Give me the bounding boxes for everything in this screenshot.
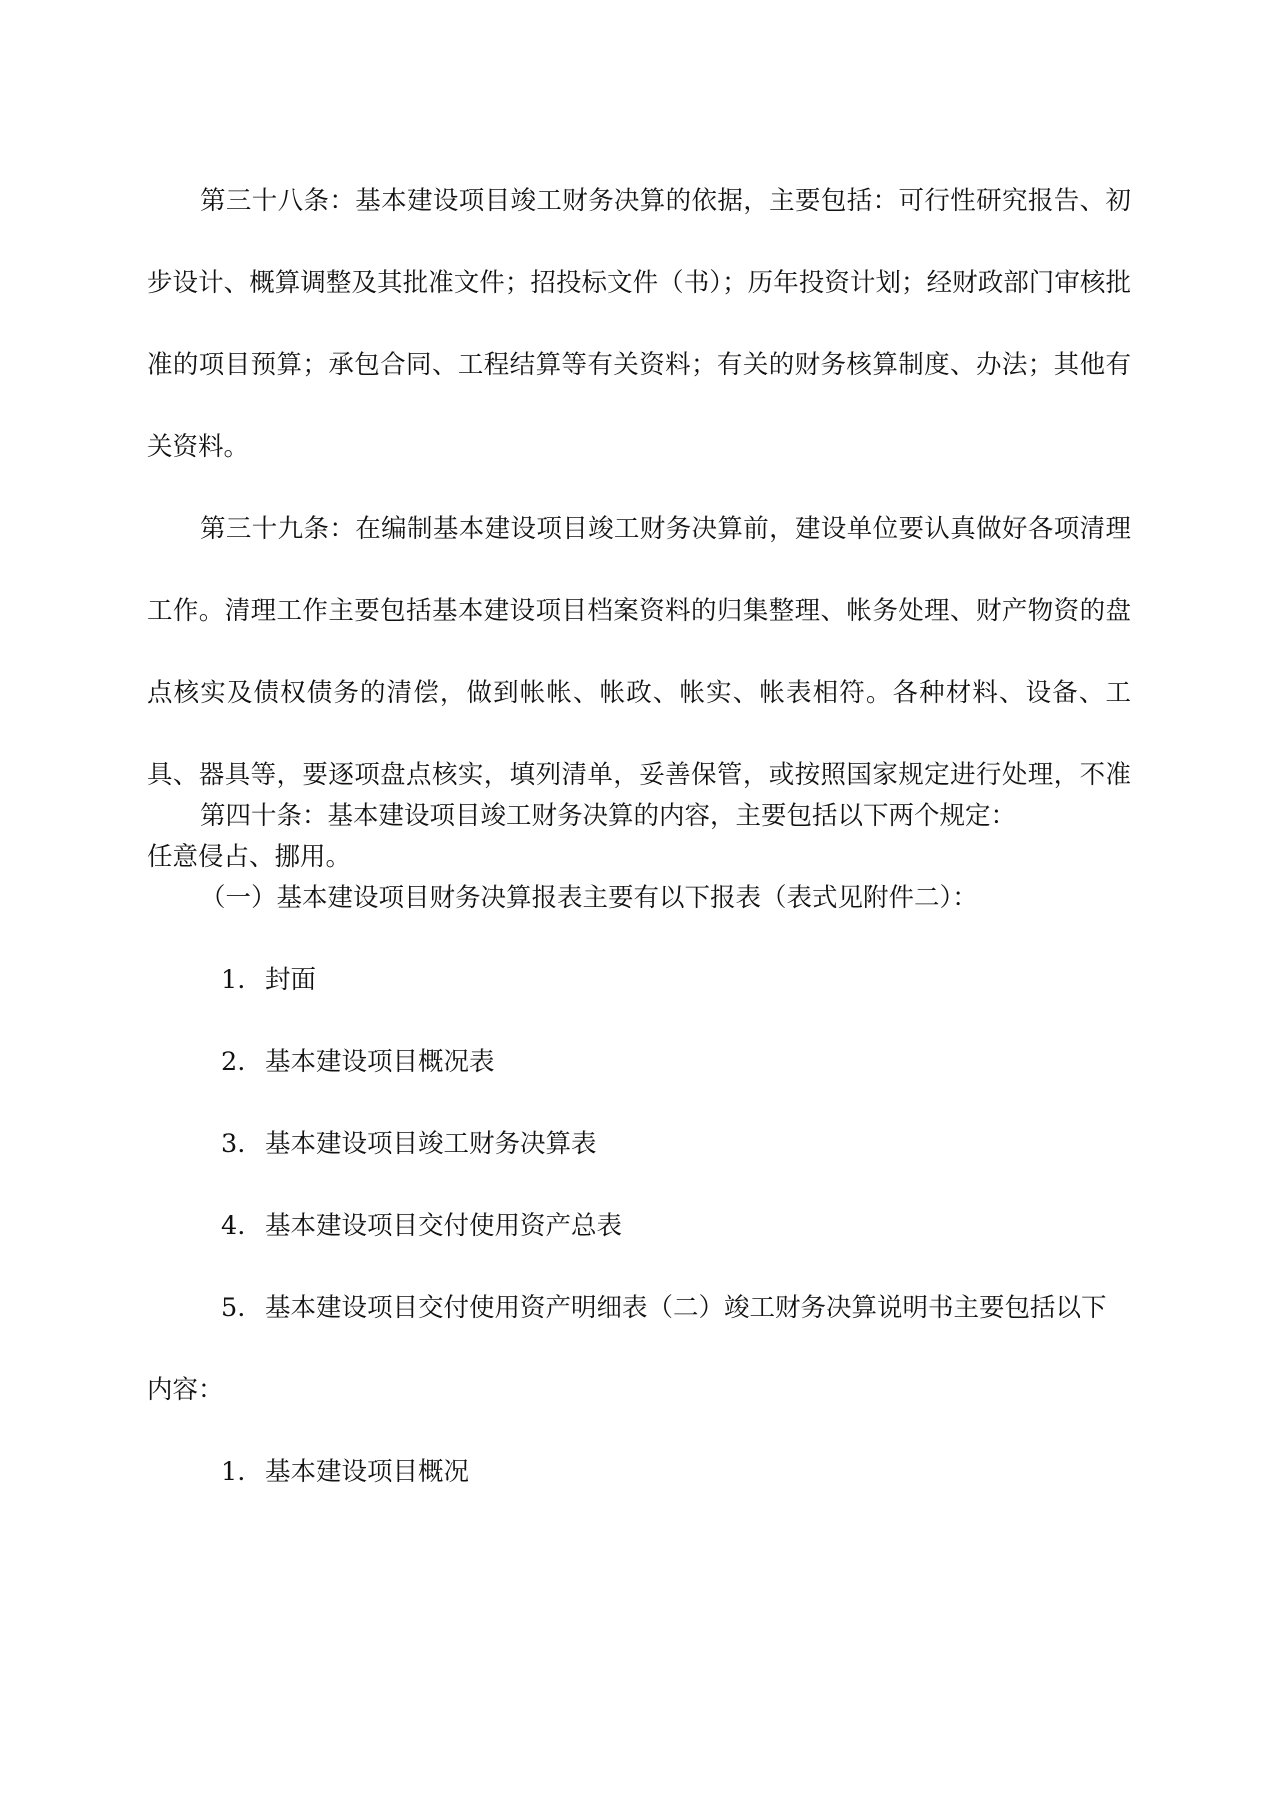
list-item-text: 基本建设项目概况表 (265, 1047, 495, 1077)
list-item-text: 基本建设项目概况 (265, 1457, 470, 1487)
continuation-text: 内容： (147, 1375, 224, 1405)
article-40-paragraph: 第四十条：基本建设项目竣工财务决算的内容，主要包括以下两个规定： (200, 801, 1017, 831)
list-item (221, 939, 316, 1021)
list-item-number: 4. (221, 1211, 246, 1241)
list-item-text: 基本建设项目交付使用资产明细表（二）竣工财务决算说明书主要包括以下 (265, 1293, 1107, 1323)
list-item (221, 1267, 1107, 1349)
list-item (221, 1021, 495, 1103)
list-item-number: 1. (221, 965, 246, 995)
section-1-heading: （一）基本建设项目财务决算报表主要有以下报表（表式见附件二）： (200, 883, 978, 913)
list-item-text: 基本建设项目竣工财务决算表 (265, 1129, 597, 1159)
article-39-paragraph: 第三十九条：在编制基本建设项目竣工财务决算前，建设单位要认真做好各项清理工作。清理工作主要包括基本建设项目档案资料的归集整理、帐务处理、财产物资的盘点核实及债权债务的清偿，做到帐帐、帐政、帐实、帐表相符。各种材料、设备、工具、器具等，要逐项盘点核实，填列清单，妥善保管，或按照国家规定进行处理，不准任意侵占、挪用。 (147, 514, 1131, 872)
list-item-number: 3. (221, 1129, 246, 1159)
list-item-number: 1. (221, 1457, 246, 1487)
list-item (221, 1103, 597, 1185)
list-item-text: 封面 (265, 965, 317, 995)
list-item-number: 2. (221, 1047, 246, 1077)
list-item (221, 1185, 622, 1267)
article-38-paragraph: 第三十八条：基本建设项目竣工财务决算的依据，主要包括：可行性研究报告、初步设计、概算调整及其批准文件；招投标文件（书）；历年投资计划；经财政部门审核批准的项目预算；承包合同、工程结算等有关资料；有关的财务核算制度、办法；其他有关资料。 (147, 186, 1131, 462)
list-item (221, 1431, 469, 1513)
list-item-text: 基本建设项目交付使用资产总表 (265, 1211, 623, 1241)
list-item-number: 5. (221, 1293, 246, 1323)
